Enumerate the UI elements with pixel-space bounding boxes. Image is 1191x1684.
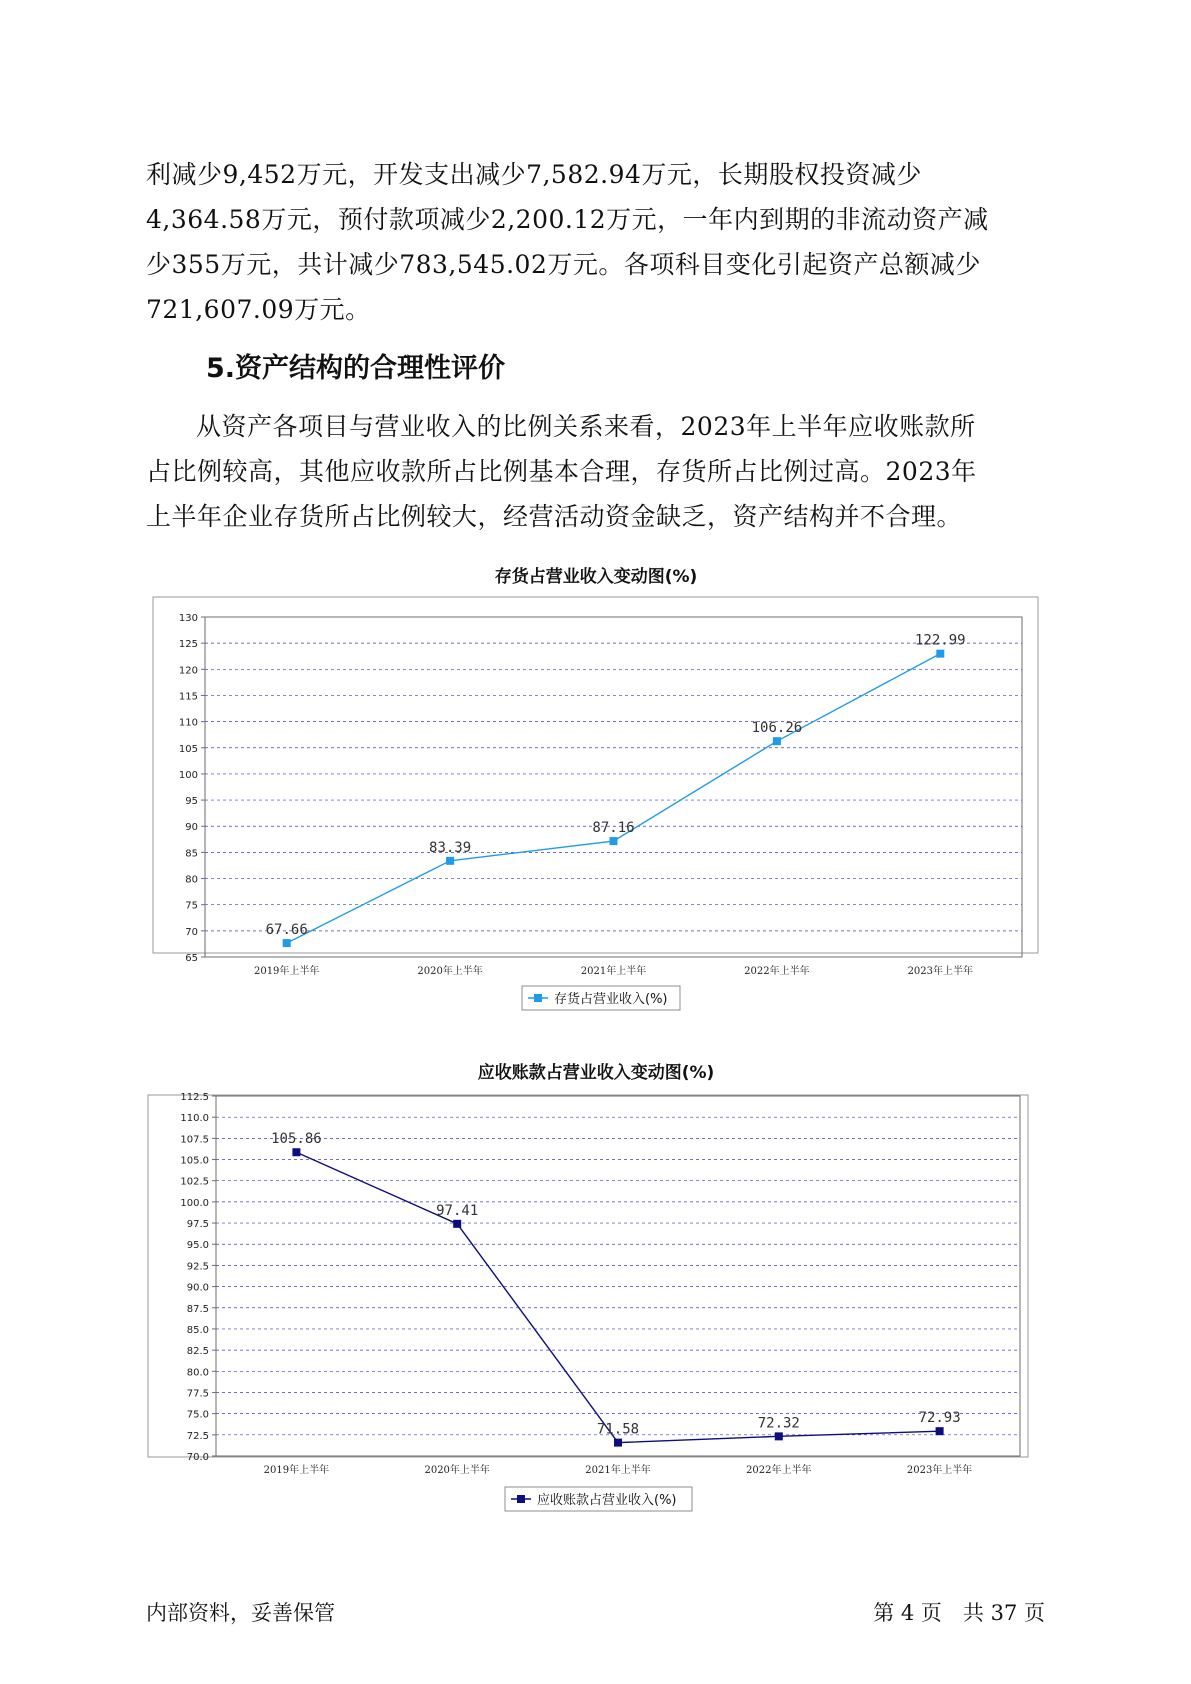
y-tick-label: 130: [178, 613, 198, 624]
data-point: [936, 650, 944, 658]
data-label: 97.41: [436, 1202, 479, 1219]
text-line: 上半年企业存货所占比例较大，经营活动资金缺乏，资产结构并不合理。: [146, 502, 963, 531]
footer-confidential: 内部资料，妥善保管: [146, 1601, 335, 1625]
data-label: 83.39: [429, 839, 472, 856]
text-line: 从资产各项目与营业收入的比例关系来看，2023年上半年应收账款所: [196, 412, 976, 441]
y-tick-label: 115: [178, 691, 198, 703]
y-tick-label: 112.5: [180, 1092, 209, 1103]
receivables-ratio-chart: [0, 1055, 1191, 1515]
text-line: 少355万元，共计减少783,545.02万元。各项科目变化引起资产总额减少: [146, 250, 981, 279]
x-tick-label: 2022年上半年: [744, 966, 810, 977]
x-tick-label: 2020年上半年: [417, 966, 483, 977]
y-tick-label: 90: [185, 822, 198, 834]
y-tick-label: 80: [185, 874, 198, 886]
y-tick-label: 102.5: [180, 1176, 209, 1188]
data-point: [610, 837, 618, 845]
data-point: [453, 1220, 461, 1228]
data-point: [773, 737, 781, 745]
y-tick-label: 85.0: [186, 1324, 209, 1336]
y-tick-label: 85: [185, 848, 198, 860]
y-tick-label: 110: [178, 717, 198, 729]
paragraph-structure-evaluation: [146, 404, 1046, 539]
legend-label: 存货占营业收入(%): [554, 992, 668, 1007]
paragraph-asset-changes: [146, 152, 1046, 332]
x-tick-label: 2019年上半年: [263, 1465, 330, 1476]
chart-title: 应收账款占营业收入变动图(%): [477, 1063, 715, 1083]
chart-title: 存货占营业收入变动图(%): [494, 567, 698, 587]
data-point: [292, 1148, 300, 1156]
y-tick-label: 80.0: [186, 1367, 209, 1379]
x-tick-label: 2022年上半年: [746, 1465, 812, 1476]
y-tick-label: 100: [178, 769, 198, 781]
x-tick-label: 2021年上半年: [585, 1465, 651, 1476]
text-line: 利减少9,452万元，开发支出减少7,582.94万元，长期股权投资减少: [146, 160, 922, 189]
data-label: 67.66: [265, 922, 308, 939]
y-tick-label: 107.5: [180, 1134, 209, 1146]
data-point: [446, 857, 454, 865]
y-tick-label: 87.5: [186, 1303, 209, 1315]
data-point: [936, 1427, 944, 1435]
data-point: [283, 939, 291, 947]
data-label: 87.16: [592, 820, 635, 837]
inventory-ratio-chart: [0, 560, 1191, 1020]
y-tick-label: 70.0: [186, 1452, 209, 1463]
data-label: 106.26: [751, 720, 803, 737]
legend-marker: [517, 1495, 525, 1503]
section-heading: 5.资产结构的合理性评价: [206, 353, 506, 384]
data-label: 122.99: [915, 632, 966, 649]
data-point: [614, 1439, 622, 1447]
y-tick-label: 105.0: [180, 1155, 209, 1167]
y-tick-label: 97.5: [186, 1219, 209, 1231]
y-tick-label: 70: [185, 926, 198, 938]
legend-marker: [534, 994, 542, 1002]
chart-frame: [153, 597, 1038, 953]
y-tick-label: 95: [185, 796, 198, 808]
x-tick-label: 2020年上半年: [424, 1465, 490, 1476]
x-tick-label: 2023年上半年: [907, 966, 974, 977]
y-tick-label: 90.0: [186, 1282, 209, 1294]
legend-label: 应收账款占营业收入(%): [537, 1493, 677, 1508]
y-tick-label: 105: [178, 743, 198, 755]
data-label: 71.58: [596, 1421, 640, 1438]
y-tick-label: 75.0: [186, 1409, 209, 1421]
y-tick-label: 82.5: [186, 1346, 209, 1358]
text-line: 占比例较高，其他应收款所占比例基本合理，存货所占比例过高。2023年: [146, 457, 977, 486]
x-tick-label: 2019年上半年: [253, 966, 320, 977]
y-tick-label: 95.0: [186, 1240, 209, 1252]
y-tick-label: 75: [185, 900, 198, 912]
y-tick-label: 120: [178, 665, 198, 677]
y-tick-label: 100.0: [180, 1197, 209, 1209]
footer-page-number: 第 4 页 共 37 页: [873, 1601, 1045, 1625]
text-line: 721,607.09万元。: [146, 295, 371, 324]
x-tick-label: 2021年上半年: [580, 966, 647, 977]
data-label: 105.86: [271, 1131, 322, 1148]
y-tick-label: 92.5: [186, 1261, 209, 1273]
data-label: 72.32: [757, 1415, 800, 1432]
x-tick-label: 2023年上半年: [906, 1465, 973, 1476]
y-tick-label: 65: [185, 953, 198, 964]
y-tick-label: 77.5: [186, 1388, 209, 1400]
y-tick-label: 72.5: [186, 1430, 209, 1442]
y-tick-label: 110.0: [180, 1113, 209, 1125]
data-point: [775, 1432, 783, 1440]
text-line: 4,364.58万元，预付款项减少2,200.12万元，一年内到期的非流动资产减: [146, 205, 989, 234]
y-tick-label: 125: [178, 639, 198, 651]
data-label: 72.93: [918, 1410, 961, 1427]
